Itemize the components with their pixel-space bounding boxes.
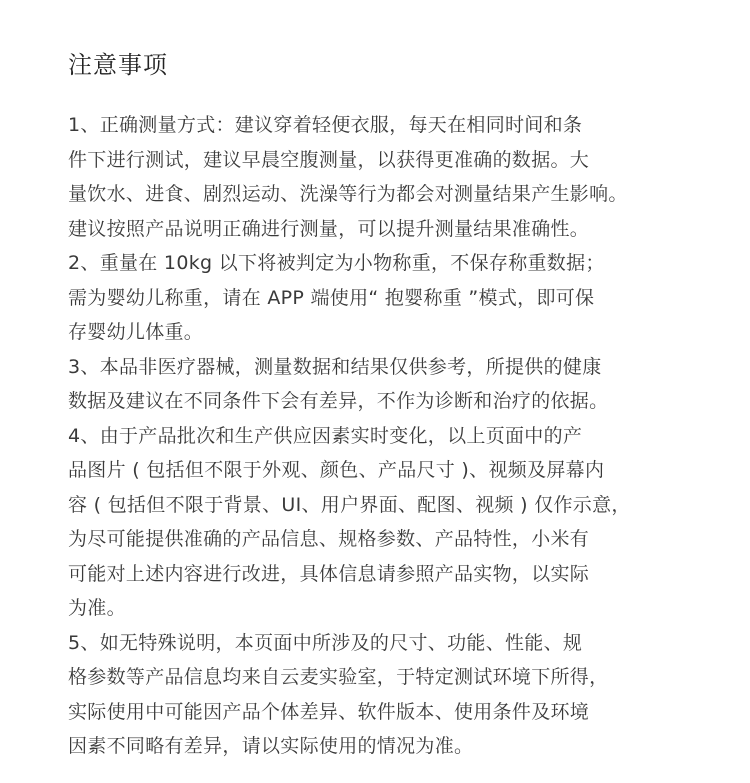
notes-line: 量饮水、进食、剧烈运动、洗澡等行为都会对测量结果产生影响。 <box>68 183 628 205</box>
notes-body <box>68 108 696 764</box>
notes-line: 2、重量在 10kg 以下将被判定为小物称重，不保存称重数据； <box>68 252 605 274</box>
page-title: 注意事项 <box>68 51 168 79</box>
notes-line: 数据及建议在不同条件下会有差异，不作为诊断和治疗的依据。 <box>68 390 609 412</box>
notes-line: 为尽可能提供准确的产品信息、规格参数、产品特性，小米有 <box>68 528 590 550</box>
notes-line: 3、本品非医疗器械，测量数据和结果仅供参考，所提供的健康 <box>68 355 602 378</box>
notes-line: 格参数等产品信息均来自云麦实验室，于特定测试环境下所得， <box>68 666 609 688</box>
notes-line: 需为婴幼儿称重，请在 APP 端使用“ 抱婴称重 ”模式，即可保 <box>68 286 595 309</box>
notes-line: 为准。 <box>68 597 126 619</box>
notes-line: 5、如无特殊说明，本页面中所涉及的尺寸、功能、性能、规 <box>68 631 583 654</box>
notes-line: 1、正确测量方式：建议穿着轻便衣服，每天在相同时间和条 <box>68 114 583 136</box>
notes-line: 实际使用中可能因产品个体差异、软件版本、使用条件及环境 <box>68 700 590 723</box>
notes-line: 4、由于产品批次和生产供应因素实时变化，以上页面中的产 <box>68 424 583 447</box>
notes-line: 建议按照产品说明正确进行测量，可以提升测量结果准确性。 <box>68 217 590 240</box>
notes-line: 因素不同略有差异，请以实际使用的情况为准。 <box>68 735 474 757</box>
notes-line: 件下进行测试，建议早晨空腹测量，以获得更准确的数据。大 <box>68 148 590 171</box>
notes-line: 品图片 ( 包括但不限于外观、颜色、产品尺寸 )、视频及屏幕内 <box>68 459 605 481</box>
notes-line: 存婴幼儿体重。 <box>68 321 204 343</box>
notes-line: 容 ( 包括但不限于背景、UI、用户界面、配图、视频 ) 仅作示意， <box>68 493 631 516</box>
notes-line: 可能对上述内容进行改进，具体信息请参照产品实物，以实际 <box>68 562 590 585</box>
